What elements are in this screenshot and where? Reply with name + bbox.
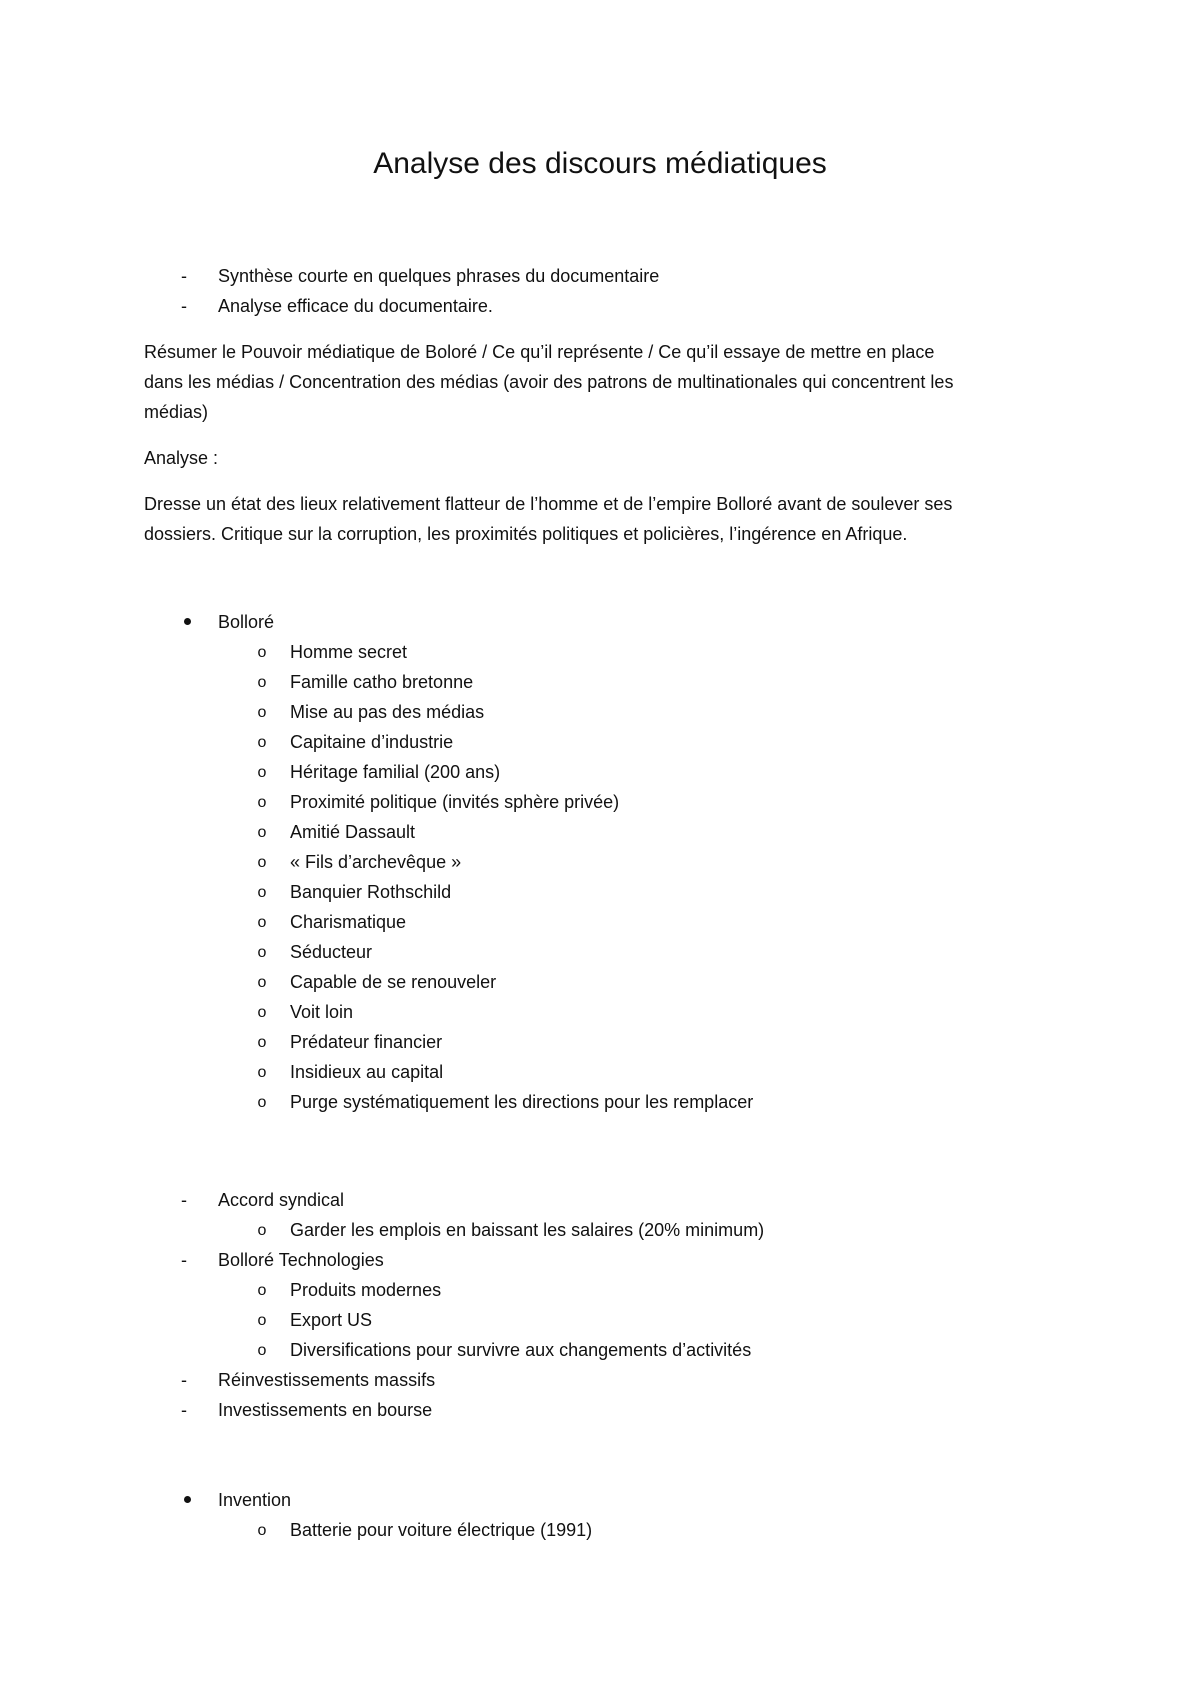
dash-marker: -: [181, 1250, 187, 1270]
list-item: Capable de se renouveler: [290, 972, 497, 992]
sub-marker: o: [257, 914, 267, 931]
sub-marker: o: [257, 884, 267, 901]
list-item: Séducteur: [290, 942, 373, 962]
summary-line: médias): [144, 402, 209, 422]
analysis-line: dossiers. Critique sur la corruption, les proximités politiques et policières, l’ingérence en Afrique.: [144, 524, 908, 544]
list-item: Héritage familial (200 ans): [290, 762, 501, 782]
list-item: Mise au pas des médias: [290, 702, 485, 722]
dash-marker: -: [181, 1400, 187, 1420]
list-item: Capitaine d’industrie: [290, 732, 454, 752]
list-item: Garder les emplois en baissant les salaires (20% minimum): [290, 1220, 765, 1240]
sub-marker: o: [257, 704, 267, 721]
sub-marker: o: [257, 1342, 267, 1359]
summary-line: dans les médias / Concentration des médias (avoir des patrons de multinationales qui concentrent les: [144, 372, 954, 392]
section-label-invention: Invention: [218, 1490, 292, 1510]
sub-marker: o: [257, 1222, 267, 1239]
sub-marker: o: [257, 944, 267, 961]
section-label-tech: Bolloré Technologies: [218, 1250, 384, 1270]
sub-marker: o: [257, 644, 267, 661]
sub-marker: o: [257, 1004, 267, 1021]
list-item: « Fils d’archevêque »: [290, 852, 462, 872]
list-item: Diversifications pour survivre aux changements d’activités: [290, 1340, 752, 1360]
objective-item: Analyse efficace du documentaire.: [218, 296, 493, 316]
list-item: Prédateur financier: [290, 1032, 443, 1052]
sub-marker: o: [257, 734, 267, 751]
dash-marker: -: [181, 266, 187, 286]
analysis-line: Dresse un état des lieux relativement flatteur de l’homme et de l’empire Bolloré avant de soulever ses: [144, 494, 953, 514]
list-item: Amitié Dassault: [290, 822, 416, 842]
sub-marker: o: [257, 794, 267, 811]
sub-marker: o: [257, 1064, 267, 1081]
sub-marker: o: [257, 764, 267, 781]
section-label-accord: Accord syndical: [218, 1190, 345, 1210]
list-item: Export US: [290, 1310, 373, 1330]
sub-marker: o: [257, 1522, 267, 1539]
dash-marker: -: [181, 296, 187, 316]
list-item-bourse: Investissements en bourse: [218, 1400, 433, 1420]
bullet-icon: [184, 1496, 191, 1503]
list-item: Voit loin: [290, 1002, 354, 1022]
sub-marker: o: [257, 854, 267, 871]
objective-item: Synthèse courte en quelques phrases du documentaire: [218, 266, 660, 286]
list-item: Purge systématiquement les directions pour les remplacer: [290, 1092, 754, 1112]
sub-marker: o: [257, 1094, 267, 1111]
list-item: Homme secret: [290, 642, 408, 662]
list-item: Produits modernes: [290, 1280, 442, 1300]
bullet-icon: [184, 618, 191, 625]
dash-marker: -: [181, 1190, 187, 1210]
list-item: Charismatique: [290, 912, 407, 932]
sub-marker: o: [257, 1282, 267, 1299]
list-item: Insidieux au capital: [290, 1062, 444, 1082]
sub-marker: o: [257, 974, 267, 991]
summary-line: Résumer le Pouvoir médiatique de Boloré / Ce qu’il représente / Ce qu’il essaye de mettre en place: [144, 342, 935, 362]
list-item-reinvest: Réinvestissements massifs: [218, 1370, 436, 1390]
analysis-heading: Analyse :: [144, 448, 219, 468]
sub-marker: o: [257, 674, 267, 691]
list-item: Banquier Rothschild: [290, 882, 452, 902]
list-item: Famille catho bretonne: [290, 672, 474, 692]
dash-marker: -: [181, 1370, 187, 1390]
list-item: Batterie pour voiture électrique (1991): [290, 1520, 593, 1540]
list-item: Proximité politique (invités sphère privée): [290, 792, 620, 812]
page-title: Analyse des discours médiatiques: [373, 147, 827, 180]
section-label-bollore: Bolloré: [218, 612, 275, 632]
sub-marker: o: [257, 1312, 267, 1329]
sub-marker: o: [257, 1034, 267, 1051]
sub-marker: o: [257, 824, 267, 841]
